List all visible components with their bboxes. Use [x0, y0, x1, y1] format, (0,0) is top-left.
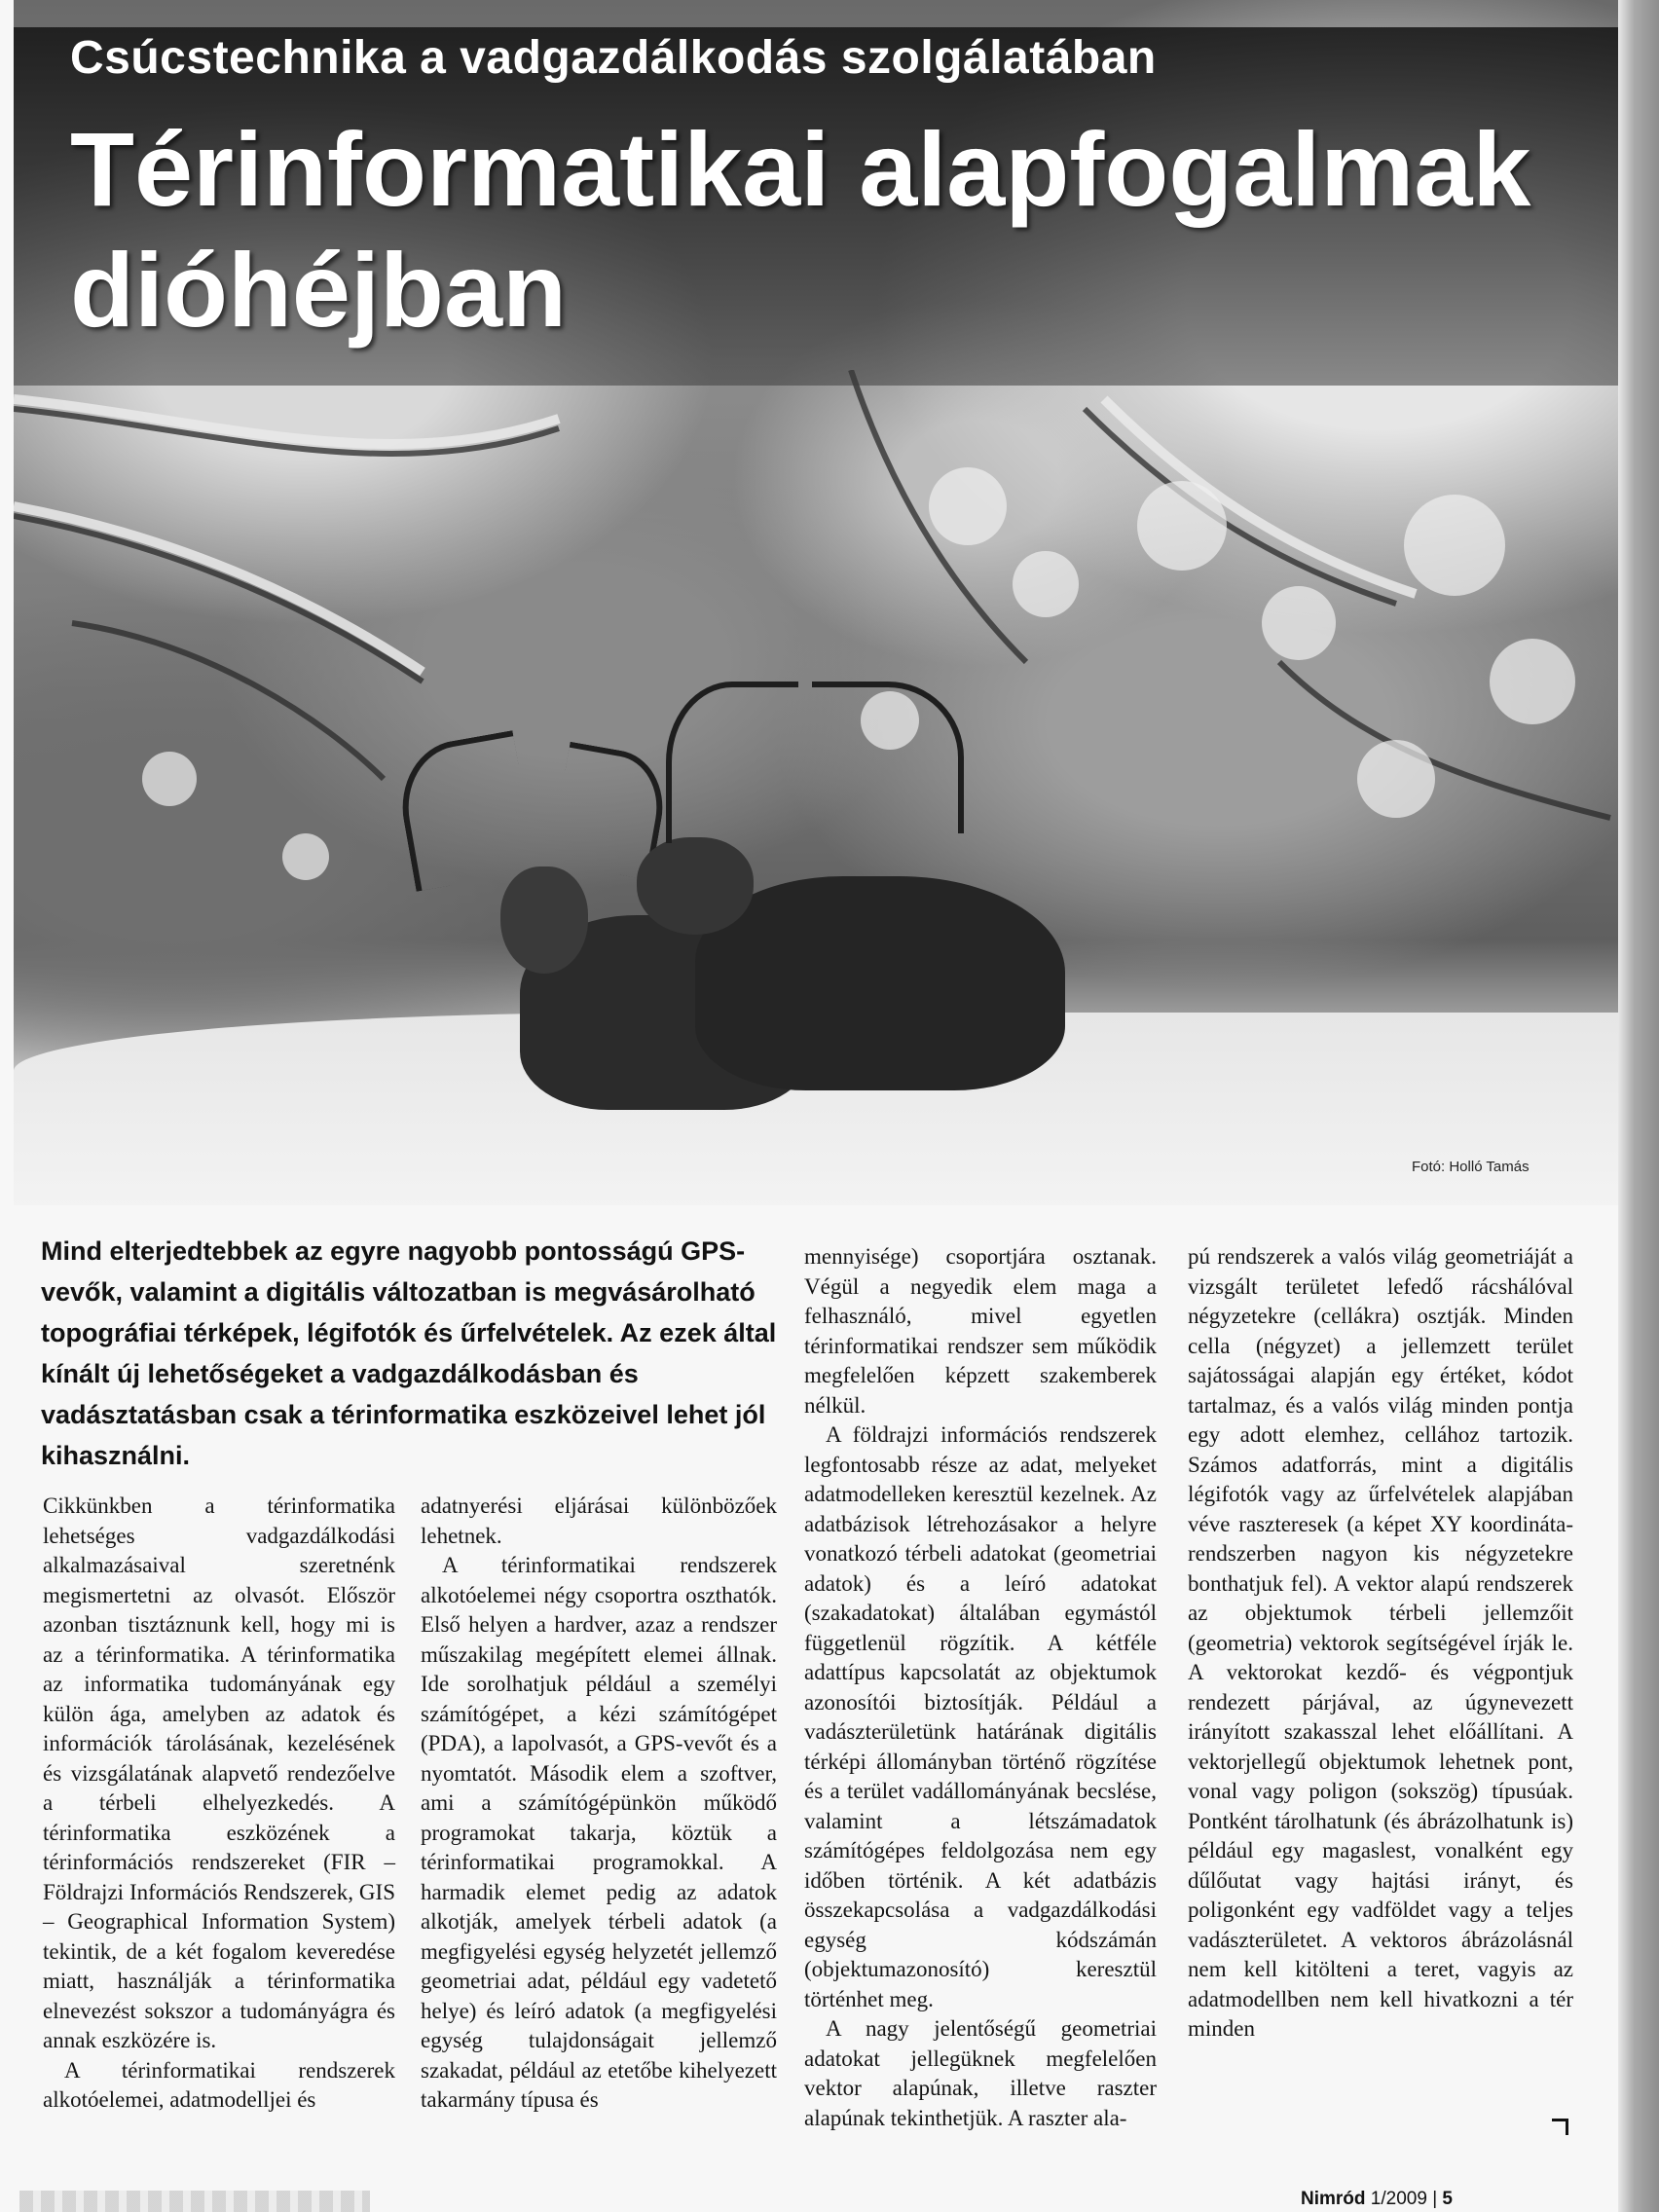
issue-number: 1/2009: [1370, 2189, 1427, 2209]
paragraph: Cikkünkben a térinformatika lehetséges vadgazdálkodási alkalmazásaival szeretnénk megismertetni az olvasót. Először azonban tisztáznunk kell, hogy mi is az a térinformatika. A térinformatika az informatika tudományának egy külön ága, amelyben az adatok és információk tárolásának, kezelésének és vizsgálatának alapvető rendezőelve a térbeli elhelyezkedés. A térinformatika eszközének a térinformációs rendszereket (FIR – Földrajzi Információs Rendszerek, GIS – Geographical Information System) tekintik, de a két fogalom keveredése miatt, használják a térinformatika elnevezést sokszor a tudományágra és annak eszközére is.: [43, 1493, 395, 2052]
deer-right-antler: [666, 682, 798, 843]
paragraph: A térinformatikai rendszerek alkotóelemei négy csoportra oszthatók. Első helyen a hardver, azaz a rendszer műszakilag megépített elemei állnak. Ide sorolhatjuk például a személyi számítógépet, a kézi számítógépet (PDA), a lapolvasót, a GPS-vevőt és a nyomtatót. Második elem a szoftver, ami a számítógépünkön működő programokat takarja, köztük a térinformatikai programokkal. A harmadik elemet pedig az adatok alkotják, amelyek térbeli adatok (a megfigyelési egység helyzetét jellemző geometriai adat, például egy vadetető helye) és leíró adatok (a megfigyelési egység tulajdonságait jellemző szakadat, például az etetőbe kihelyezett takarmány típusa és: [421, 1553, 777, 2112]
title-line-2: dióhéjban: [70, 231, 567, 349]
magazine-name: Nimród: [1301, 2189, 1366, 2209]
footer-divider: |: [1432, 2189, 1438, 2209]
deer-right-antler: [812, 682, 964, 833]
paragraph: A földrajzi információs rendszerek legfontosabb része az adat, melyeket adatmodelleken keresztül kezelnek. Az adatbázisok létrehozásakor a helyre vonatkozó térbeli adatokat (geometriai adatok) és a leíró adatokat (szakadatokat) általában egymástól függetlenül rögzítik. A kétféle adattípus kapcsolatát az objektumok azonosítói biztosítják. Például a vadászterületünk határának digitális térképi állományban történő rögzítése és a terület vadállományának becslése, valamint a létszámadatok számítógépes feldolgozása nem egy időben történik. A két adatbázis összekapcsolása a vadgazdálkodási egység kódszámán (objektumazonosító) keresztül történhet meg.: [804, 1422, 1157, 2011]
deer-left-head: [500, 866, 588, 974]
text-column-4: [1188, 1242, 1573, 2045]
text-column-3: [804, 1242, 1157, 2133]
page-edge-shadow: [1618, 0, 1659, 2212]
text-column-1: [43, 1492, 395, 2116]
paragraph: adatnyerési eljárásai különbözőek lehetnek.: [421, 1493, 777, 1548]
title-line-1: Térinformatikai alapfogalmak: [70, 110, 1531, 228]
article-lead: Mind elterjedtebbek az egyre nagyobb pontosságú GPS-vevők, valamint a digitális változatban is megvásárolható topográfiai térképek, légifotók és űrfelvételek. Az ezek által kínált új lehetőségeket a vadgazdálkodásban és vadásztatásban csak a térinformatika eszközeivel lehet jól kihasználni.: [41, 1236, 777, 1470]
hero-photo: [14, 0, 1620, 1205]
deer-right-head: [637, 837, 754, 935]
paragraph: mennyisége) csoportjára osztanak. Végül a negyedik elem maga a felhasználó, mivel egyetlen térinformatikai rendszer sem működik megfelelően képzett szakemberek nélkül.: [804, 1244, 1157, 1418]
paragraph: A térinformatikai rendszerek alkotóelemei, adatmodelljei és: [43, 2057, 395, 2112]
paragraph: pú rendszerek a valós világ geometriáját a vizsgált területet lefedő rácshálóval négyzetekre (cellákra) osztják. Minden cella (négyzet) a jellemzett terület sajátosságai alapján egy értéket, kódot tartalmaz, és a valós világ minden pontja egy adott elemhez, cellához tartozik. Számos adatforrás, mint a digitális légifotók vagy az űrfelvételek alapjában véve raszteresek (a képet XY koordináta-rendszerben nagyon kis négyzetekre bonthatjuk fel). A vektor alapú rendszerek az objektumok térbeli jellemzőit (geometria) vektorok segítségével írják le. A vektorokat kezdő- és végpontjuk rendezett párjával, az úgynevezett irányított szakasszal lehet előállítani. A vektorjellegű objektumok lehetnek pont, vonal vagy poligon (sokszög) típusúak. Pontként tárolhatunk (és ábrázolhatunk is) például egy magaslest, vonalként egy dűlőutat vagy hajtási irányt, és poligonként egy vadföldet vagy a teljes vadászterületet. A vektoros ábrázolásnál nem kell kitölteni a teret, vagyis az adatmodellben nem kell hivatkozni a tér minden: [1188, 1244, 1573, 2041]
page-footer: [1301, 2189, 1453, 2210]
deer-right-body: [695, 876, 1065, 1090]
text-column-2: [421, 1492, 777, 2116]
watermark-strip: [19, 2191, 370, 2212]
paragraph: A nagy jelentőségű geometriai adatokat jellegüknek megfelelően vektor alapúnak, illetve raszter alapúnak tekinthetjük. A raszter ala-: [804, 2016, 1157, 2130]
series-kicker: Csúcstechnika a vadgazdálkodás szolgálatában: [70, 32, 1157, 84]
page-number: 5: [1442, 2189, 1453, 2209]
article-title: [70, 109, 1589, 350]
photo-credit: Fotó: Holló Tamás: [1412, 1159, 1530, 1175]
continuation-mark: [1552, 2119, 1568, 2135]
